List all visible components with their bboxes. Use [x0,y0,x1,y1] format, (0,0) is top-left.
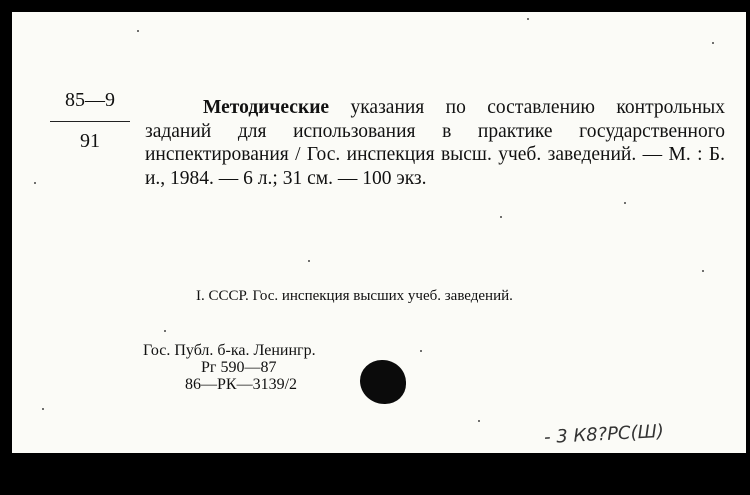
speck [702,270,704,272]
speck [712,42,714,44]
catalog-card [12,12,746,453]
speck [478,420,480,422]
speck [624,202,626,204]
speck [137,30,139,32]
speck [500,216,502,218]
speck [420,350,422,352]
classmark-bottom: 91 [80,130,100,152]
classmark-top: 85—9 [65,89,115,111]
classmark-rule [50,121,130,122]
holding-line-library: Гос. Публ. б-ка. Ленингр. [143,342,316,359]
handwritten-note: - 3 К8?РС(Ш) [543,420,665,449]
speck [34,182,36,184]
speck [308,260,310,262]
holding-library-stamp [143,342,316,393]
subject-tracing: I. СССР. Гос. инспекция высших учеб. заведений. [196,288,513,304]
speck [42,408,44,410]
speck [164,330,166,332]
bibliographic-entry [145,96,725,190]
ink-blot [360,360,406,404]
entry-heading: Методические [203,97,330,118]
entry-body: указания по составлению контрольных заданий для использования в практике государственного инспектирования / Гос. инспекция высш. учеб. заведений. — М. : Б. и., 1984. — 6 л.; 31 см. — 100 экз. [145,97,725,189]
holding-line-number: 86—РК—3139/2 [185,376,298,393]
classification-mark [50,90,130,151]
holding-line-order: Рг 590—87 [201,359,277,376]
speck [527,18,529,20]
